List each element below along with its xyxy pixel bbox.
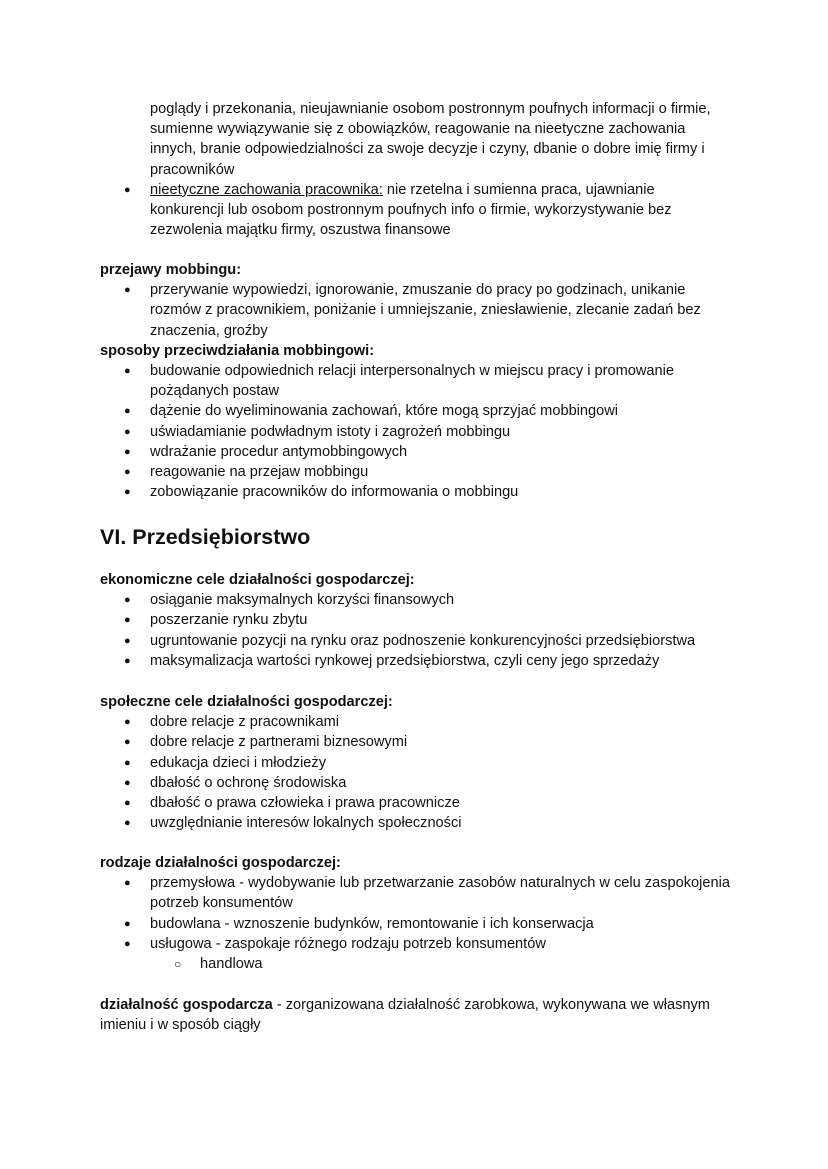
list-item: ● budowanie odpowiednich relacji interpersonalnych w miejscu pracy i promowanie pożądanych postaw	[0, 361, 828, 401]
list-item: ● wdrażanie procedur antymobbingowych	[0, 442, 828, 462]
economic-list	[0, 590, 828, 671]
list-item: ● dobre relacje z partnerami biznesowymi	[0, 732, 828, 752]
definition-paragraph	[0, 995, 828, 1035]
definition-term: działalność gospodarcza	[100, 997, 273, 1013]
mobbing-list	[0, 280, 828, 341]
prevention-list	[0, 361, 828, 502]
list-item: ● dobre relacje z pracownikami	[0, 712, 828, 732]
ethics-continuation	[0, 99, 828, 240]
unethical-text: nie rzetelna i sumienna praca, ujawnianie konkurencji lub osobom postronnym poufnych info o firmie, wykorzystywanie bez zezwolenia majątku firmy, oszustwa finansowe	[150, 181, 672, 239]
list-item: ● osiąganie maksymalnych korzyści finansowych	[0, 590, 828, 610]
activity-types-section	[0, 853, 828, 974]
list-item	[0, 180, 828, 241]
list-item: ● przerywanie wypowiedzi, ignorowanie, zmuszanie do pracy po godzinach, unikanie rozmów z pracownikiem, poniżanie i umniejszanie, zniesławienie, zlecanie zadań bez znaczenia, groźby	[0, 280, 828, 341]
definition-section	[0, 995, 828, 1035]
section-title: VI. Przedsiębiorstwo	[100, 525, 311, 549]
list-item: ● budowlana - wznoszenie budynków, remontowanie i ich konserwacja	[0, 914, 828, 934]
paragraph-continuation: poglądy i przekonania, nieujawnianie osobom postronnym poufnych informacji o firmie, sumienne wywiązywanie się z obowiązków, reagowanie na nieetyczne zachowania innych, branie odpowiedzialności za swoje decyzje i czyny, dbanie o dobre imię firmy i pracowników	[150, 101, 711, 178]
types-heading: rodzaje działalności gospodarczej:	[100, 855, 341, 871]
definition-text: - zorganizowana działalność zarobkowa, wykonywana we własnym imieniu i w sposób ciągły	[100, 997, 710, 1034]
list-item: ● reagowanie na przejaw mobbingu	[0, 462, 828, 482]
list-item: ● ugruntowanie pozycji na rynku oraz podnoszenie konkurencyjności przedsiębiorstwa	[0, 631, 828, 651]
list-item: ● uwzględnianie interesów lokalnych społeczności	[0, 813, 828, 833]
social-list	[0, 712, 828, 833]
list-item: ● przemysłowa - wydobywanie lub przetwarzanie zasobów naturalnych w celu zaspokojenia potrzeb konsumentów	[0, 873, 828, 913]
social-goals-section	[0, 692, 828, 833]
list-item: ● zobowiązanie pracowników do informowania o mobbingu	[0, 482, 828, 502]
sub-list-item: ○ handlowa	[0, 954, 828, 974]
list-item: ● uświadamianie podwładnym istoty i zagrożeń mobbingu	[0, 422, 828, 442]
types-sublist	[0, 954, 828, 974]
list-item: ● edukacja dzieci i młodzieży	[0, 753, 828, 773]
ethics-list	[0, 180, 828, 241]
economic-goals-section	[0, 570, 828, 671]
list-item: ● poszerzanie rynku zbytu	[0, 610, 828, 630]
types-list	[0, 873, 828, 954]
unethical-term: nieetyczne zachowania pracownika:	[150, 181, 383, 198]
prevention-heading: sposoby przeciwdziałania mobbingowi:	[100, 342, 375, 359]
economic-heading: ekonomiczne cele działalności gospodarczej:	[100, 572, 415, 588]
list-item: ● dbałość o ochronę środowiska	[0, 773, 828, 793]
mobbing-heading: przejawy mobbingu:	[100, 262, 242, 278]
list-item: ● dążenie do wyeliminowania zachowań, które mogą sprzyjać mobbingowi	[0, 401, 828, 421]
social-heading: społeczne cele działalności gospodarczej:	[100, 694, 393, 710]
list-item: ● usługowa - zaspokaje różnego rodzaju potrzeb konsumentów	[0, 934, 828, 954]
section-heading-block	[0, 523, 828, 551]
list-item: ● maksymalizacja wartości rynkowej przedsiębiorstwa, czyli ceny jego sprzedaży	[0, 651, 828, 671]
mobbing-section	[0, 260, 828, 502]
list-item: ● dbałość o prawa człowieka i prawa pracownicze	[0, 793, 828, 813]
